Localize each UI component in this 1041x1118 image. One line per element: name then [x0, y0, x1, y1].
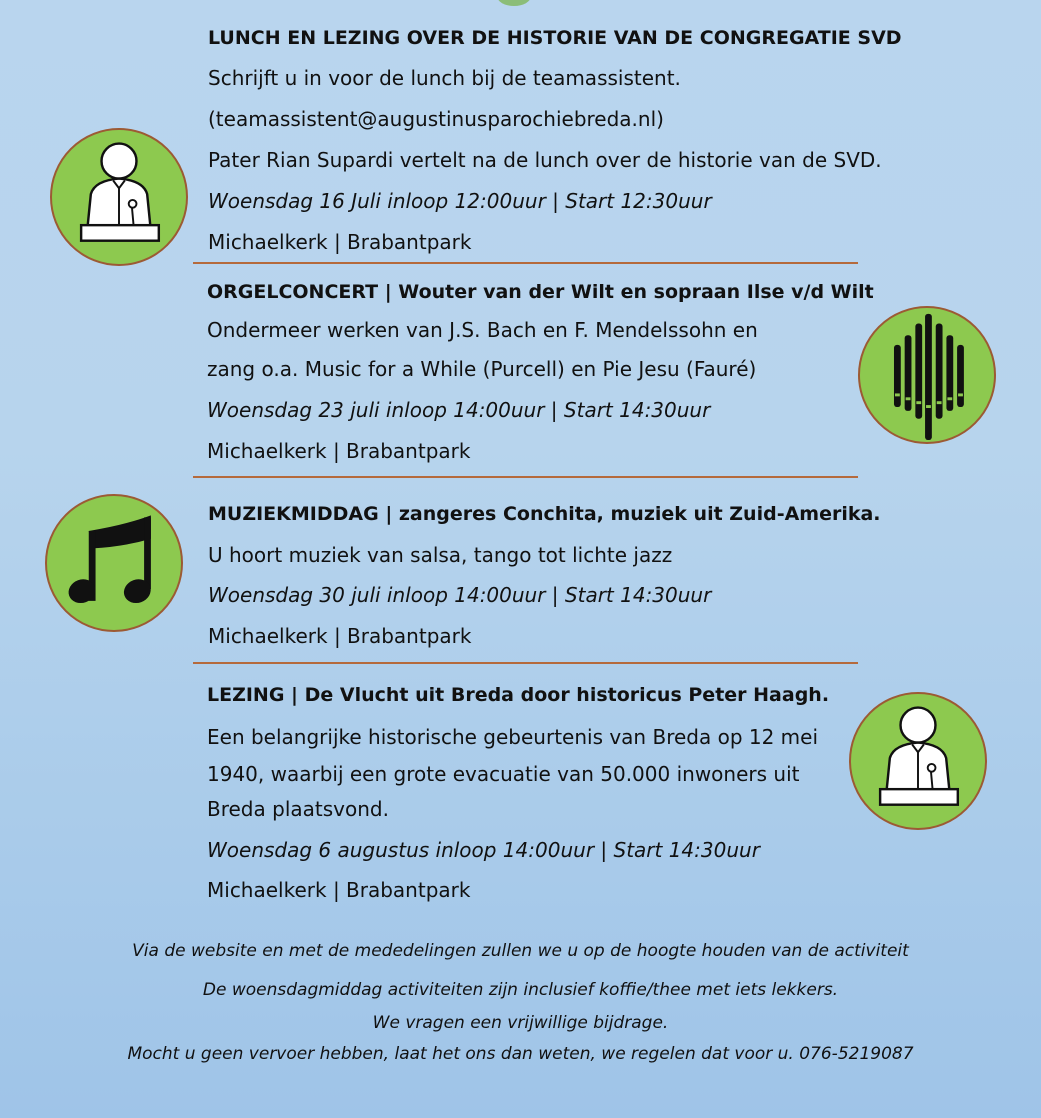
event-date: Woensdag 6 augustus inloop 14:00uur | Start 14:30uur	[207, 838, 760, 862]
event-date: Woensdag 23 juli inloop 14:00uur | Start 14:30uur	[207, 398, 711, 422]
footer-line: We vragen een vrijwillige bijdrage.	[372, 1013, 669, 1033]
separator	[193, 476, 858, 478]
footer-line: Mocht u geen vervoer hebben, laat het ons dan weten, we regelen dat voor u. 076-5219087	[127, 1044, 914, 1064]
music-note-icon	[45, 494, 183, 632]
event-email: (teamassistent@augustinusparochiebreda.nl)	[208, 107, 664, 131]
event-title: MUZIEKMIDDAG | zangeres Conchita, muziek uit Zuid-Amerika.	[208, 503, 881, 525]
event-title: LEZING | De Vlucht uit Breda door historicus Peter Haagh.	[207, 684, 830, 706]
event-description: Schrijft u in voor de lunch bij de teamassistent.	[208, 66, 681, 90]
event-description: Pater Rian Supardi vertelt na de lunch over de historie van de SVD.	[208, 148, 882, 172]
event-location: Michaelkerk | Brabantpark	[208, 624, 472, 648]
event-date: Woensdag 16 Juli inloop 12:00uur | Start 12:30uur	[208, 189, 712, 213]
footer-line: Via de website en met de mededelingen zullen we u op de hoogte houden van de activiteit	[132, 941, 909, 961]
event-title: LUNCH EN LEZING OVER DE HISTORIE VAN DE CONGREGATIE SVD	[208, 27, 902, 49]
event-description: 1940, waarbij een grote evacuatie van 50.000 inwoners uit	[207, 762, 800, 786]
event-date: Woensdag 30 juli inloop 14:00uur | Start 14:30uur	[208, 583, 712, 607]
separator	[193, 262, 858, 264]
speaker-at-podium-icon	[849, 692, 987, 830]
separator	[193, 662, 858, 664]
top-decoration	[497, 0, 531, 6]
event-description: Ondermeer werken van J.S. Bach en F. Mendelssohn en	[207, 318, 758, 342]
event-title: ORGELCONCERT | Wouter van der Wilt en sopraan Ilse v/d Wilt	[207, 281, 874, 303]
event-description: Breda plaatsvond.	[207, 797, 389, 821]
event-description: Een belangrijke historische gebeurtenis van Breda op 12 mei	[207, 725, 819, 749]
event-location: Michaelkerk | Brabantpark	[207, 439, 471, 463]
event-description: U hoort muziek van salsa, tango tot lichte jazz	[208, 543, 673, 567]
event-location: Michaelkerk | Brabantpark	[207, 878, 471, 902]
speaker-at-podium-icon	[50, 128, 188, 266]
organ-pipes-icon	[858, 306, 996, 444]
event-description: zang o.a. Music for a While (Purcell) en Pie Jesu (Fauré)	[207, 357, 757, 381]
event-location: Michaelkerk | Brabantpark	[208, 230, 472, 254]
footer-line: De woensdagmiddag activiteiten zijn inclusief koffie/thee met iets lekkers.	[202, 980, 839, 1000]
